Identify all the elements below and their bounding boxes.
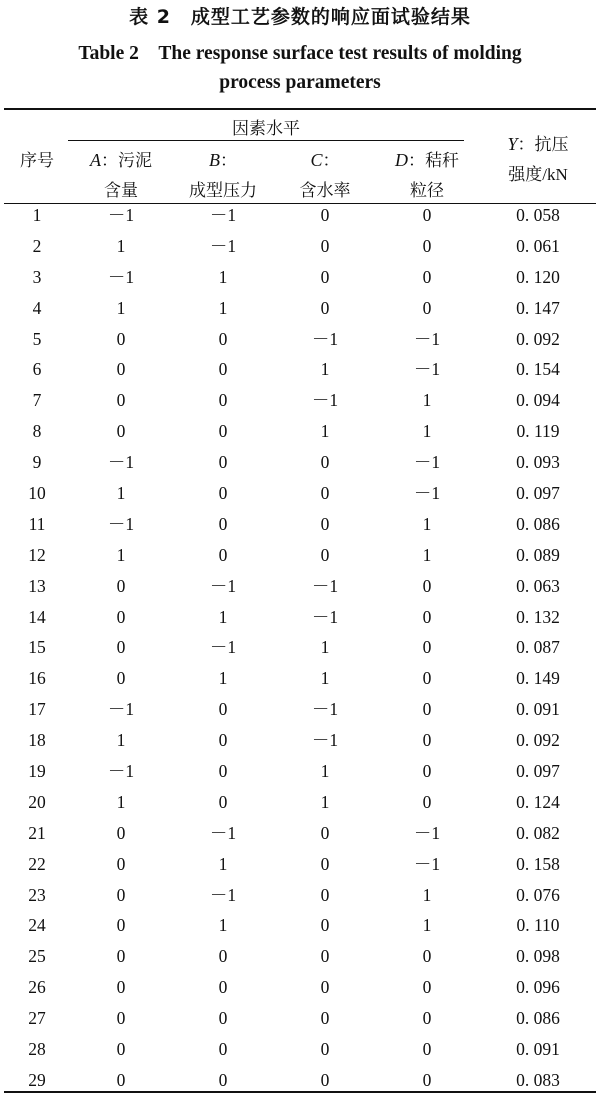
factor-a-cell: 1 bbox=[116, 791, 126, 812]
factor-b-cell: 0 bbox=[218, 544, 228, 565]
table-row bbox=[4, 1065, 596, 1096]
strength-cell: 0. 092 bbox=[516, 328, 560, 349]
sequence-cell: 4 bbox=[32, 297, 42, 318]
factor-c-cell: 1 bbox=[320, 421, 330, 442]
strength-cell: 0. 086 bbox=[516, 1008, 560, 1029]
strength-cell: 0. 098 bbox=[516, 946, 560, 967]
header-factor-c-line-2: 含水率 bbox=[299, 181, 351, 201]
factor-b-cell: －1 bbox=[209, 205, 237, 225]
sequence-cell: 1 bbox=[32, 205, 42, 225]
factor-b-cell: 1 bbox=[218, 668, 228, 689]
factor-b-cell: 0 bbox=[218, 946, 228, 967]
header-response-y-line-2: 强度/kN bbox=[508, 165, 568, 185]
factor-b-cell: 0 bbox=[218, 390, 228, 411]
table-row bbox=[4, 540, 596, 571]
factor-a-cell: 0 bbox=[116, 575, 126, 596]
sequence-cell: 15 bbox=[28, 637, 46, 658]
factor-b-cell: －1 bbox=[209, 637, 237, 658]
factor-a-cell: 0 bbox=[116, 390, 126, 411]
factor-b-cell: 0 bbox=[218, 452, 228, 473]
factor-a-cell: －1 bbox=[107, 761, 135, 782]
strength-cell: 0. 149 bbox=[516, 668, 560, 689]
strength-cell: 0. 092 bbox=[516, 730, 560, 751]
factor-b-cell: 0 bbox=[218, 1069, 228, 1090]
factor-b-cell: 0 bbox=[218, 730, 228, 751]
strength-cell: 0. 087 bbox=[516, 637, 560, 658]
factor-d-cell: －1 bbox=[413, 483, 441, 504]
table-row bbox=[4, 849, 596, 880]
factor-c-cell: 1 bbox=[320, 359, 330, 380]
table-row bbox=[4, 787, 596, 818]
factor-d-cell: 1 bbox=[422, 390, 432, 411]
sequence-cell: 20 bbox=[28, 791, 46, 812]
strength-cell: 0. 082 bbox=[516, 822, 560, 843]
header-factor-d-line-1: D：秸秆 bbox=[395, 150, 459, 171]
table-row bbox=[4, 324, 596, 355]
factor-c-cell: －1 bbox=[311, 730, 339, 751]
sequence-cell: 29 bbox=[28, 1069, 46, 1090]
strength-cell: 0. 124 bbox=[516, 791, 560, 812]
sequence-cell: 7 bbox=[32, 390, 42, 411]
sequence-cell: 8 bbox=[32, 421, 42, 442]
factor-d-cell: 0 bbox=[422, 235, 432, 256]
factor-d-cell: －1 bbox=[413, 822, 441, 843]
sequence-cell: 23 bbox=[28, 884, 46, 905]
sequence-cell: 12 bbox=[28, 544, 46, 565]
factor-c-cell: －1 bbox=[311, 575, 339, 596]
factor-a-cell: 0 bbox=[116, 421, 126, 442]
sequence-cell: 13 bbox=[28, 575, 46, 596]
factor-d-cell: 0 bbox=[422, 1069, 432, 1090]
header-response-y-line-1: Y：抗压 bbox=[507, 134, 569, 155]
strength-cell: 0. 089 bbox=[516, 544, 560, 565]
table-row bbox=[4, 663, 596, 694]
table-row bbox=[4, 818, 596, 849]
factor-a-cell: －1 bbox=[107, 699, 135, 720]
factor-d-cell: 1 bbox=[422, 915, 432, 936]
factor-c-cell: 1 bbox=[320, 637, 330, 658]
factor-d-cell: 0 bbox=[422, 761, 432, 782]
sequence-cell: 9 bbox=[32, 452, 42, 473]
factor-d-cell: 1 bbox=[422, 544, 432, 565]
factor-c-cell: 0 bbox=[320, 1008, 330, 1029]
factor-a-cell: 0 bbox=[116, 606, 126, 627]
sequence-cell: 27 bbox=[28, 1008, 46, 1029]
sequence-cell: 22 bbox=[28, 853, 46, 874]
factor-a-cell: 0 bbox=[116, 915, 126, 936]
sequence-cell: 6 bbox=[32, 359, 42, 380]
table-row bbox=[4, 880, 596, 911]
factor-b-cell: －1 bbox=[209, 575, 237, 596]
sequence-cell: 17 bbox=[28, 699, 46, 720]
strength-cell: 0. 120 bbox=[516, 266, 560, 287]
factor-d-cell: 0 bbox=[422, 266, 432, 287]
factor-c-cell: 0 bbox=[320, 853, 330, 874]
sequence-cell: 21 bbox=[28, 822, 46, 843]
factor-a-cell: －1 bbox=[107, 266, 135, 287]
header-factor-a-line-2: 含量 bbox=[104, 181, 138, 201]
factor-d-cell: 1 bbox=[422, 884, 432, 905]
sequence-cell: 18 bbox=[28, 730, 46, 751]
table-row bbox=[4, 509, 596, 540]
table-caption-english-line-1: Table 2 The response surface test results of molding bbox=[78, 43, 522, 64]
factor-c-cell: －1 bbox=[311, 390, 339, 411]
factor-b-cell: －1 bbox=[209, 822, 237, 843]
header-sequence: 序号 bbox=[20, 151, 54, 171]
strength-cell: 0. 086 bbox=[516, 513, 560, 534]
factor-c-cell: 1 bbox=[320, 791, 330, 812]
factor-d-cell: 0 bbox=[422, 1039, 432, 1060]
sequence-cell: 10 bbox=[28, 483, 46, 504]
table-row bbox=[4, 354, 596, 385]
factor-a-cell: 0 bbox=[116, 1008, 126, 1029]
factor-a-cell: 0 bbox=[116, 637, 126, 658]
factor-d-cell: 1 bbox=[422, 513, 432, 534]
strength-cell: 0. 147 bbox=[516, 297, 560, 318]
factor-c-cell: 0 bbox=[320, 483, 330, 504]
header-factor-d-line-2: 粒径 bbox=[410, 181, 444, 201]
factor-b-cell: 0 bbox=[218, 483, 228, 504]
table-row bbox=[4, 941, 596, 972]
factor-a-cell: 0 bbox=[116, 977, 126, 998]
factor-c-cell: 0 bbox=[320, 822, 330, 843]
table-top-rule bbox=[4, 108, 596, 110]
factor-a-cell: 1 bbox=[116, 483, 126, 504]
table-row bbox=[4, 725, 596, 756]
factor-b-cell: 0 bbox=[218, 1008, 228, 1029]
factor-a-cell: 1 bbox=[116, 730, 126, 751]
factor-c-cell: －1 bbox=[311, 328, 339, 349]
factor-a-cell: 1 bbox=[116, 544, 126, 565]
table-row bbox=[4, 694, 596, 725]
factor-b-cell: 1 bbox=[218, 853, 228, 874]
factor-d-cell: 1 bbox=[422, 421, 432, 442]
table-caption-chinese: 表 2 成型工艺参数的响应面试验结果 bbox=[129, 6, 471, 28]
factor-c-cell: 0 bbox=[320, 884, 330, 905]
strength-cell: 0. 119 bbox=[516, 421, 560, 442]
table-row bbox=[4, 1003, 596, 1034]
factor-a-cell: 0 bbox=[116, 822, 126, 843]
factor-group-rule bbox=[68, 140, 464, 141]
table-row bbox=[4, 293, 596, 324]
sequence-cell: 24 bbox=[28, 915, 46, 936]
table-row bbox=[4, 910, 596, 941]
factor-c-cell: 0 bbox=[320, 544, 330, 565]
strength-cell: 0. 110 bbox=[516, 915, 560, 936]
factor-d-cell: 0 bbox=[422, 791, 432, 812]
factor-c-cell: 0 bbox=[320, 297, 330, 318]
sequence-cell: 11 bbox=[28, 513, 46, 534]
header-factor-a-line-1: A：污泥 bbox=[90, 150, 152, 171]
factor-b-cell: －1 bbox=[209, 884, 237, 905]
factor-a-cell: 0 bbox=[116, 359, 126, 380]
factor-b-cell: －1 bbox=[209, 235, 237, 256]
factor-a-cell: －1 bbox=[107, 205, 135, 225]
factor-b-cell: 0 bbox=[218, 699, 228, 720]
sequence-cell: 19 bbox=[28, 761, 46, 782]
table-row bbox=[4, 262, 596, 293]
factor-c-cell: 0 bbox=[320, 235, 330, 256]
header-factor-b-line-2: 成型压力 bbox=[189, 181, 257, 201]
factor-d-cell: －1 bbox=[413, 328, 441, 349]
strength-cell: 0. 097 bbox=[516, 761, 560, 782]
factor-b-cell: 0 bbox=[218, 761, 228, 782]
factor-c-cell: 0 bbox=[320, 977, 330, 998]
factor-d-cell: 0 bbox=[422, 668, 432, 689]
factor-a-cell: 0 bbox=[116, 884, 126, 905]
factor-d-cell: 0 bbox=[422, 606, 432, 627]
strength-cell: 0. 058 bbox=[516, 205, 560, 225]
table-row bbox=[4, 632, 596, 663]
strength-cell: 0. 097 bbox=[516, 483, 560, 504]
strength-cell: 0. 083 bbox=[516, 1069, 560, 1090]
factor-c-cell: 0 bbox=[320, 205, 330, 225]
table-row bbox=[4, 200, 596, 231]
factor-b-cell: 1 bbox=[218, 266, 228, 287]
factor-c-cell: 0 bbox=[320, 946, 330, 967]
factor-a-cell: 0 bbox=[116, 1069, 126, 1090]
factor-a-cell: 0 bbox=[116, 1039, 126, 1060]
factor-b-cell: 0 bbox=[218, 977, 228, 998]
factor-b-cell: 0 bbox=[218, 359, 228, 380]
factor-d-cell: 0 bbox=[422, 977, 432, 998]
factor-b-cell: 0 bbox=[218, 1039, 228, 1060]
table-row bbox=[4, 478, 596, 509]
factor-d-cell: －1 bbox=[413, 853, 441, 874]
table-row bbox=[4, 756, 596, 787]
strength-cell: 0. 076 bbox=[516, 884, 560, 905]
factor-b-cell: 0 bbox=[218, 791, 228, 812]
factor-c-cell: 0 bbox=[320, 915, 330, 936]
factor-d-cell: －1 bbox=[413, 359, 441, 380]
factor-c-cell: －1 bbox=[311, 606, 339, 627]
sequence-cell: 25 bbox=[28, 946, 46, 967]
sequence-cell: 16 bbox=[28, 668, 46, 689]
table-row bbox=[4, 385, 596, 416]
factor-c-cell: 0 bbox=[320, 1039, 330, 1060]
factor-b-cell: 1 bbox=[218, 606, 228, 627]
sequence-cell: 3 bbox=[32, 266, 42, 287]
sequence-cell: 2 bbox=[32, 235, 42, 256]
strength-cell: 0. 063 bbox=[516, 575, 560, 596]
factor-a-cell: 0 bbox=[116, 668, 126, 689]
table-row bbox=[4, 602, 596, 633]
factor-b-cell: 1 bbox=[218, 297, 228, 318]
factor-d-cell: 0 bbox=[422, 205, 432, 225]
factor-d-cell: 0 bbox=[422, 637, 432, 658]
strength-cell: 0. 132 bbox=[516, 606, 560, 627]
table-body bbox=[4, 200, 596, 1096]
factor-a-cell: 0 bbox=[116, 853, 126, 874]
sequence-cell: 28 bbox=[28, 1039, 46, 1060]
table-row bbox=[4, 231, 596, 262]
header-factor-levels: 因素水平 bbox=[232, 119, 300, 139]
factor-d-cell: 0 bbox=[422, 946, 432, 967]
factor-c-cell: 1 bbox=[320, 761, 330, 782]
factor-b-cell: 0 bbox=[218, 421, 228, 442]
strength-cell: 0. 093 bbox=[516, 452, 560, 473]
factor-c-cell: 0 bbox=[320, 1069, 330, 1090]
table-row bbox=[4, 972, 596, 1003]
table-caption-english-line-2: process parameters bbox=[219, 72, 381, 93]
factor-a-cell: 0 bbox=[116, 328, 126, 349]
table-row bbox=[4, 447, 596, 478]
strength-cell: 0. 061 bbox=[516, 235, 560, 256]
factor-d-cell: 0 bbox=[422, 699, 432, 720]
factor-d-cell: 0 bbox=[422, 297, 432, 318]
factor-d-cell: －1 bbox=[413, 452, 441, 473]
factor-c-cell: 0 bbox=[320, 452, 330, 473]
factor-a-cell: 0 bbox=[116, 946, 126, 967]
strength-cell: 0. 154 bbox=[516, 359, 560, 380]
factor-c-cell: 0 bbox=[320, 266, 330, 287]
factor-a-cell: －1 bbox=[107, 513, 135, 534]
factor-c-cell: 0 bbox=[320, 513, 330, 534]
header-factor-c-line-1: C： bbox=[310, 150, 340, 171]
factor-c-cell: －1 bbox=[311, 699, 339, 720]
table-row bbox=[4, 571, 596, 602]
strength-cell: 0. 158 bbox=[516, 853, 560, 874]
factor-b-cell: 1 bbox=[218, 915, 228, 936]
strength-cell: 0. 091 bbox=[516, 1039, 560, 1060]
factor-a-cell: 1 bbox=[116, 297, 126, 318]
factor-b-cell: 0 bbox=[218, 328, 228, 349]
factor-c-cell: 1 bbox=[320, 668, 330, 689]
factor-d-cell: 0 bbox=[422, 575, 432, 596]
table-row bbox=[4, 1034, 596, 1065]
factor-d-cell: 0 bbox=[422, 730, 432, 751]
table-row bbox=[4, 416, 596, 447]
strength-cell: 0. 094 bbox=[516, 390, 560, 411]
factor-b-cell: 0 bbox=[218, 513, 228, 534]
sequence-cell: 5 bbox=[32, 328, 42, 349]
header-factor-b-line-1: B： bbox=[209, 150, 237, 171]
factor-d-cell: 0 bbox=[422, 1008, 432, 1029]
strength-cell: 0. 091 bbox=[516, 699, 560, 720]
strength-cell: 0. 096 bbox=[516, 977, 560, 998]
factor-a-cell: －1 bbox=[107, 452, 135, 473]
sequence-cell: 14 bbox=[28, 606, 46, 627]
factor-a-cell: 1 bbox=[116, 235, 126, 256]
sequence-cell: 26 bbox=[28, 977, 46, 998]
